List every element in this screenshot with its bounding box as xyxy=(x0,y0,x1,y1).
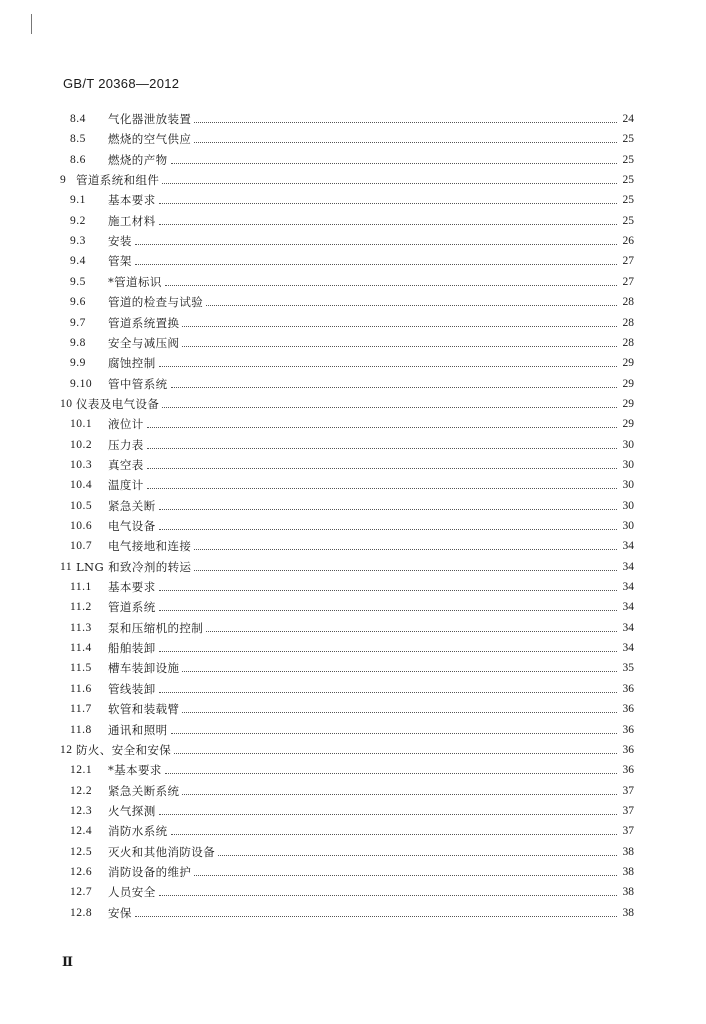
toc-entry-number: 9.7 xyxy=(70,316,86,329)
toc-entry-title: 通讯和照明 xyxy=(108,722,168,737)
toc-entry-number: 11 xyxy=(60,560,73,573)
toc-entry-page: 37 xyxy=(622,784,634,797)
toc-entry-title: 电气设备 xyxy=(108,519,156,533)
toc-dot-leader xyxy=(135,243,617,245)
toc-dot-leader xyxy=(162,182,617,184)
toc-entry-number: 11.1 xyxy=(70,581,92,594)
toc-entry-page: 36 xyxy=(622,723,634,736)
toc-entry-number: 11.6 xyxy=(70,682,92,695)
toc-entry-number: 11.3 xyxy=(70,621,92,634)
toc-entry-number: 12.5 xyxy=(70,845,93,858)
toc-dot-leader xyxy=(159,508,617,510)
toc-entry[interactable] xyxy=(0,822,706,840)
toc-entry-title: 消防设备的维护 xyxy=(108,864,192,879)
toc-entry-title: 灭火和其他消防设备 xyxy=(108,844,216,859)
toc-entry[interactable] xyxy=(0,232,706,250)
toc-entry-title: 管道的检查与试验 xyxy=(108,295,204,310)
toc-entry-number: 10.5 xyxy=(70,499,93,512)
toc-entry-number: 12.3 xyxy=(70,804,93,817)
toc-entry-title-wrap xyxy=(108,436,620,454)
toc-entry-title-wrap xyxy=(108,273,620,291)
toc-entry-title: 船舶装卸 xyxy=(108,641,156,656)
toc-entry-number: 9.10 xyxy=(70,377,93,390)
toc-entry-title: 管道系统和组件 xyxy=(76,173,160,188)
toc-dot-leader xyxy=(159,223,617,225)
toc-entry-number: 11.8 xyxy=(70,723,92,736)
toc-entry-title: 人员安全 xyxy=(108,885,156,900)
toc-entry[interactable] xyxy=(0,334,706,352)
toc-entry-page: 29 xyxy=(622,397,634,410)
toc-entry[interactable] xyxy=(0,212,706,230)
toc-entry[interactable] xyxy=(0,415,706,433)
toc-entry-title-wrap xyxy=(108,151,620,169)
toc-entry-page: 28 xyxy=(622,316,634,329)
toc-entry-number: 12 xyxy=(60,743,73,756)
toc-entry-page: 25 xyxy=(622,133,634,146)
toc-entry-title-wrap xyxy=(76,741,620,759)
toc-entry-title-wrap xyxy=(108,252,620,270)
toc-entry-title: 仪表及电气设备 xyxy=(76,396,160,411)
toc-entry[interactable] xyxy=(0,517,706,535)
toc-entry-title: 管道系统 xyxy=(108,600,156,615)
toc-entry-title-wrap xyxy=(108,293,620,311)
toc-entry-page: 30 xyxy=(622,499,634,512)
toc-entry-title-wrap xyxy=(108,802,620,820)
toc-dot-leader xyxy=(206,630,617,632)
toc-entry-title: 安保 xyxy=(108,905,132,920)
toc-entry-page: 26 xyxy=(622,235,634,248)
toc-entry[interactable] xyxy=(0,700,706,718)
toc-dot-leader xyxy=(135,915,617,917)
toc-entry-page: 24 xyxy=(622,113,634,125)
toc-entry[interactable] xyxy=(0,395,706,413)
page-number-roman: Ⅱ xyxy=(62,954,73,969)
toc-entry-page: 34 xyxy=(622,642,634,655)
toc-entry-title-wrap xyxy=(108,883,620,901)
toc-entry[interactable] xyxy=(0,863,706,881)
toc-entry[interactable] xyxy=(0,476,706,494)
toc-entry-page: 34 xyxy=(622,601,634,614)
toc-dot-leader xyxy=(206,304,617,306)
toc-dot-leader xyxy=(147,467,617,469)
toc-entry[interactable] xyxy=(0,680,706,698)
toc-entry-title: LNG 和致冷剂的转运 xyxy=(76,559,192,574)
toc-dot-leader xyxy=(147,426,617,428)
toc-entry-title-wrap xyxy=(108,497,620,515)
toc-entry-title: 液位计 xyxy=(108,417,144,432)
toc-entry-title-wrap xyxy=(108,334,620,352)
toc-entry-number: 12.6 xyxy=(70,865,93,878)
toc-entry-title: 防火、安全和安保 xyxy=(76,742,172,757)
toc-entry-number: 12.7 xyxy=(70,886,93,899)
toc-entry[interactable] xyxy=(0,619,706,637)
toc-entry-title: 紧急关断 xyxy=(108,498,156,513)
toc-entry-page: 30 xyxy=(622,438,634,451)
toc-entry-title: 泵和压缩机的控制 xyxy=(108,620,204,635)
toc-entry[interactable] xyxy=(0,273,706,291)
toc-entry-number: 9.1 xyxy=(70,194,86,207)
toc-dot-leader xyxy=(147,487,617,489)
toc-entry-title-wrap xyxy=(108,659,620,677)
toc-entry-number: 10 xyxy=(60,397,73,410)
toc-dot-leader xyxy=(194,121,617,123)
toc-entry-page: 36 xyxy=(622,764,634,777)
toc-entry-title: 腐蚀控制 xyxy=(108,356,156,371)
toc-entry-number: 8.4 xyxy=(70,113,86,125)
toc-entry-title-wrap xyxy=(108,680,620,698)
toc-entry-title: 槽车装卸设施 xyxy=(108,661,180,676)
toc-entry-page: 25 xyxy=(622,194,634,207)
toc-entry-title-wrap xyxy=(108,863,620,881)
toc-entry-number: 9.6 xyxy=(70,296,86,309)
toc-entry-number: 9.8 xyxy=(70,336,86,349)
toc-dot-leader xyxy=(165,284,617,286)
toc-entry-title-wrap xyxy=(76,395,620,413)
toc-dot-leader xyxy=(135,263,617,265)
toc-entry-page: 28 xyxy=(622,296,634,309)
toc-entry-title-wrap xyxy=(108,578,620,596)
toc-entry[interactable] xyxy=(0,843,706,861)
toc-entry[interactable] xyxy=(0,456,706,474)
toc-entry-number: 9.4 xyxy=(70,255,86,268)
toc-entry-page: 36 xyxy=(622,703,634,716)
toc-entry[interactable] xyxy=(0,904,706,922)
toc-entry[interactable] xyxy=(0,558,706,576)
toc-entry-page: 30 xyxy=(622,458,634,471)
toc-entry-page: 35 xyxy=(622,662,634,675)
toc-entry-title: 安装 xyxy=(108,234,132,249)
toc-entry-title-wrap xyxy=(108,721,620,739)
toc-entry-number: 11.2 xyxy=(70,601,92,614)
toc-dot-leader xyxy=(162,406,617,408)
toc-entry-title-wrap xyxy=(108,375,620,393)
toc-entry-title: *管道标识 xyxy=(108,274,162,289)
toc-entry-number: 8.6 xyxy=(70,153,86,166)
toc-entry-title-wrap xyxy=(108,232,620,250)
toc-entry-title-wrap xyxy=(108,314,620,332)
toc-entry[interactable] xyxy=(0,151,706,169)
toc-entry-title: 紧急关断系统 xyxy=(108,783,180,798)
toc-dot-leader xyxy=(194,569,617,571)
toc-entry-title-wrap xyxy=(76,171,620,189)
toc-entry-page: 30 xyxy=(622,479,634,492)
toc-entry-page: 37 xyxy=(622,804,634,817)
toc-entry-number: 12.4 xyxy=(70,825,93,838)
toc-entry[interactable] xyxy=(0,497,706,515)
toc-entry-page: 38 xyxy=(622,865,634,878)
toc-entry-page: 37 xyxy=(622,825,634,838)
toc-entry-title: 电气接地和连接 xyxy=(108,539,192,554)
toc-entry-number: 12.2 xyxy=(70,784,93,797)
toc-entry-title: 基本要求 xyxy=(108,193,156,208)
toc-entry-title-wrap xyxy=(108,843,620,861)
toc-entry[interactable] xyxy=(0,883,706,901)
toc-entry-title: 消防水系统 xyxy=(108,824,168,839)
toc-entry-page: 36 xyxy=(622,743,634,756)
toc-dot-leader xyxy=(182,670,617,672)
toc-entry[interactable] xyxy=(0,802,706,820)
toc-dot-leader xyxy=(194,141,617,143)
toc-dot-leader xyxy=(159,691,617,693)
toc-entry-title: 基本要求 xyxy=(108,580,156,595)
toc-entry-page: 25 xyxy=(622,153,634,166)
toc-dot-leader xyxy=(171,386,618,388)
toc-entry[interactable] xyxy=(0,741,706,759)
toc-dot-leader xyxy=(159,365,617,367)
toc-entry[interactable] xyxy=(0,761,706,779)
toc-entry[interactable] xyxy=(0,314,706,332)
toc-dot-leader xyxy=(159,894,617,896)
toc-entry-title: 安全与减压阀 xyxy=(108,335,180,350)
toc-entry[interactable] xyxy=(0,130,706,148)
toc-dot-leader xyxy=(194,874,617,876)
toc-entry-page: 30 xyxy=(622,520,634,532)
toc-entry-title-wrap xyxy=(108,537,620,555)
toc-dot-leader xyxy=(182,325,617,327)
toc-entry-number: 10.7 xyxy=(70,540,93,553)
toc-entry-page: 25 xyxy=(622,214,634,227)
toc-entry-title: 施工材料 xyxy=(108,213,156,228)
toc-entry[interactable] xyxy=(0,171,706,189)
toc-entry-title-wrap xyxy=(108,619,620,637)
toc-dot-leader xyxy=(171,162,618,164)
toc-entry-title: 燃烧的产物 xyxy=(108,152,168,167)
toc-entry-number: 9.3 xyxy=(70,235,86,248)
toc-entry-number: 10.4 xyxy=(70,479,93,492)
toc-entry-number: 11.4 xyxy=(70,642,92,655)
toc-entry-title-wrap xyxy=(108,191,620,209)
toc-dot-leader xyxy=(174,752,617,754)
toc-entry-title-wrap xyxy=(108,110,620,128)
scan-edge-mark xyxy=(31,14,32,34)
toc-dot-leader xyxy=(171,833,618,835)
toc-entry-page: 36 xyxy=(622,682,634,695)
toc-entry-number: 10.6 xyxy=(70,520,93,532)
toc-entry-title-wrap xyxy=(108,904,620,922)
toc-entry[interactable] xyxy=(0,782,706,800)
toc-dot-leader xyxy=(218,854,617,856)
toc-entry-title: *基本要求 xyxy=(108,763,162,778)
toc-entry[interactable] xyxy=(0,639,706,657)
toc-entry[interactable] xyxy=(0,578,706,596)
toc-dot-leader xyxy=(159,609,617,611)
toc-entry-page: 38 xyxy=(622,886,634,899)
toc-entry-title: 真空表 xyxy=(108,457,144,472)
toc-entry-title-wrap xyxy=(108,822,620,840)
toc-entry-number: 11.5 xyxy=(70,662,92,675)
toc-entry-title-wrap xyxy=(108,782,620,800)
toc-entry-title: 管中管系统 xyxy=(108,376,168,391)
toc-entry-page: 34 xyxy=(622,540,634,553)
toc-entry-number: 12.8 xyxy=(70,906,93,919)
toc-entry-page: 38 xyxy=(622,906,634,919)
toc-entry[interactable] xyxy=(0,659,706,677)
toc-entry-title-wrap xyxy=(108,639,620,657)
toc-dot-leader xyxy=(165,772,617,774)
toc-entry[interactable] xyxy=(0,598,706,616)
toc-entry-page: 34 xyxy=(622,621,634,634)
toc-entry[interactable] xyxy=(0,721,706,739)
toc-dot-leader xyxy=(159,589,617,591)
toc-entry-title: 管架 xyxy=(108,254,132,269)
toc-entry-number: 9 xyxy=(60,174,67,187)
toc-entry-title-wrap xyxy=(108,456,620,474)
toc-entry[interactable] xyxy=(0,537,706,555)
toc-entry[interactable] xyxy=(0,375,706,393)
toc-entry-number: 10.3 xyxy=(70,458,93,471)
toc-entry-page: 28 xyxy=(622,336,634,349)
toc-entry-page: 25 xyxy=(622,174,634,187)
toc-entry-title: 气化器泄放装置 xyxy=(108,112,192,126)
toc-entry-title: 燃烧的空气供应 xyxy=(108,132,192,147)
toc-entry-number: 9.9 xyxy=(70,357,86,370)
toc-entry-page: 29 xyxy=(622,377,634,390)
toc-entry-number: 10.2 xyxy=(70,438,93,451)
toc-dot-leader xyxy=(182,711,617,713)
toc-entry-number: 11.7 xyxy=(70,703,92,716)
toc-entry-title: 火气探测 xyxy=(108,803,156,818)
toc-entry-title: 温度计 xyxy=(108,478,144,493)
toc-dot-leader xyxy=(159,528,617,530)
toc-entry-title-wrap xyxy=(108,476,620,494)
toc-entry[interactable] xyxy=(0,191,706,209)
toc-entry-title-wrap xyxy=(108,700,620,718)
toc-entry[interactable] xyxy=(0,110,706,128)
toc-entry-title-wrap xyxy=(108,354,620,372)
toc-dot-leader xyxy=(182,793,617,795)
toc-dot-leader xyxy=(194,548,617,550)
toc-entry[interactable] xyxy=(0,354,706,372)
toc-dot-leader xyxy=(182,345,617,347)
standard-code-header: GB/T 20368—2012 xyxy=(63,76,180,91)
toc-entry-page: 38 xyxy=(622,845,634,858)
toc-dot-leader xyxy=(147,447,617,449)
toc-entry-title-wrap xyxy=(76,558,620,576)
toc-entry-page: 34 xyxy=(622,560,634,573)
toc-entry-title: 软管和装载臂 xyxy=(108,702,180,717)
toc-entry-page: 27 xyxy=(622,275,634,288)
toc-entry-title-wrap xyxy=(108,761,620,779)
toc-entry[interactable] xyxy=(0,436,706,454)
toc-entry-number: 10.1 xyxy=(70,418,93,431)
toc-entry-page: 29 xyxy=(622,418,634,431)
toc-entry-number: 12.1 xyxy=(70,764,93,777)
toc-entry-number: 9.2 xyxy=(70,214,86,227)
toc-entry-page: 34 xyxy=(622,581,634,594)
toc-entry-title-wrap xyxy=(108,415,620,433)
toc-dot-leader xyxy=(159,650,617,652)
toc-entry-title: 压力表 xyxy=(108,437,144,452)
toc-entry-number: 9.5 xyxy=(70,275,86,288)
toc-entry-title: 管线装卸 xyxy=(108,681,156,696)
toc-entry[interactable] xyxy=(0,252,706,270)
toc-dot-leader xyxy=(159,202,617,204)
toc-entry-title-wrap xyxy=(108,212,620,230)
toc-entry-number: 8.5 xyxy=(70,133,86,146)
toc-entry[interactable] xyxy=(0,293,706,311)
toc-entry-page: 29 xyxy=(622,357,634,370)
toc-entry-title-wrap xyxy=(108,130,620,148)
toc-entry-page: 27 xyxy=(622,255,634,268)
toc-entry-title-wrap xyxy=(108,598,620,616)
toc-entry-title: 管道系统置换 xyxy=(108,315,180,330)
toc-entry-title-wrap xyxy=(108,517,620,535)
toc-dot-leader xyxy=(171,732,618,734)
toc-dot-leader xyxy=(159,813,617,815)
